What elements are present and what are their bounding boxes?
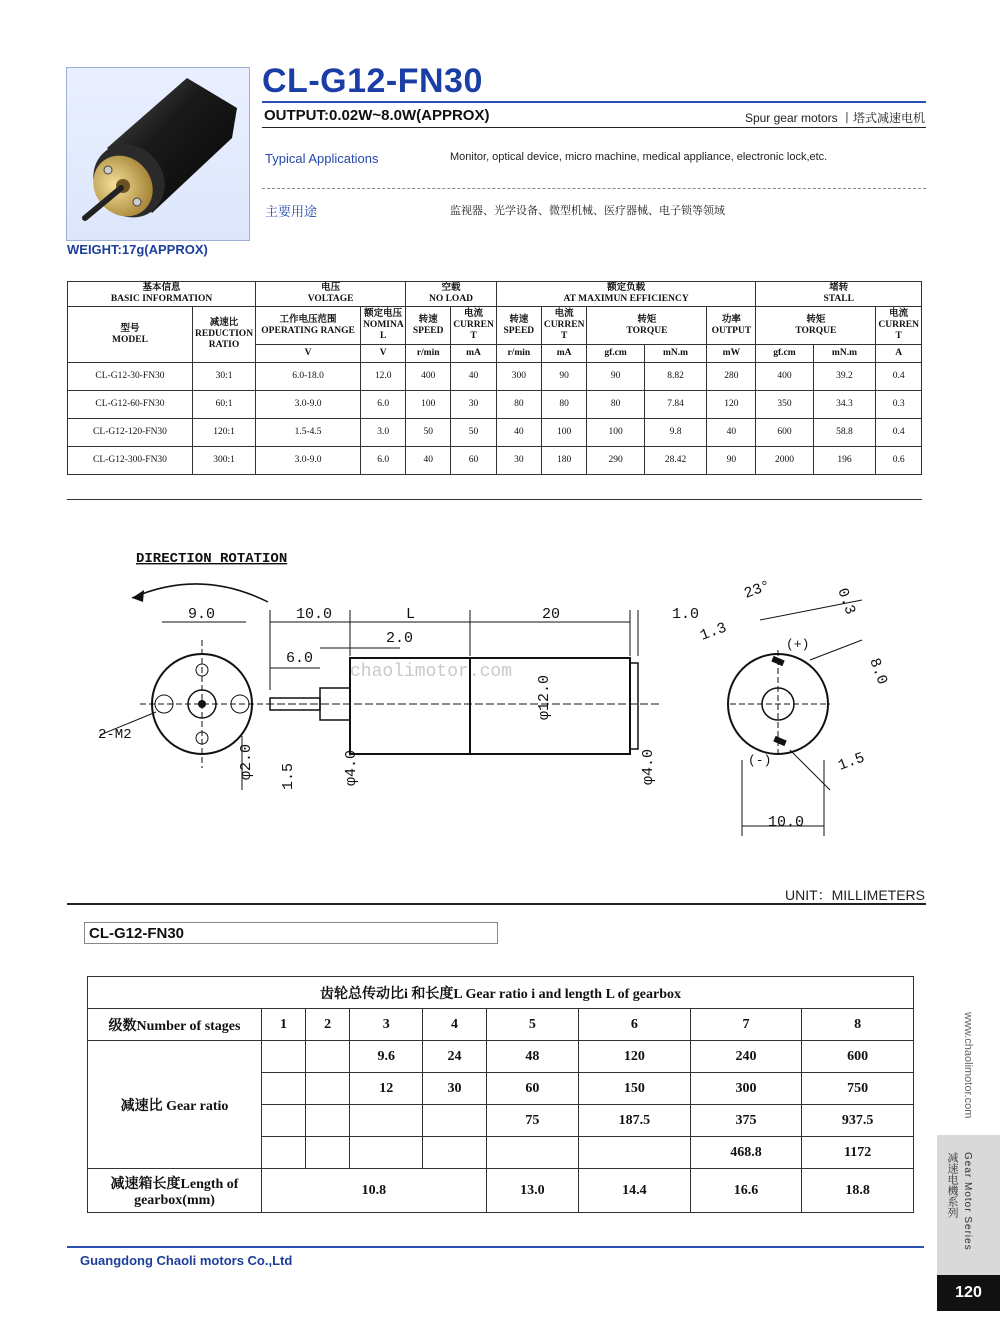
ratio-cell: 150 bbox=[579, 1073, 691, 1105]
unit-rule bbox=[67, 903, 926, 905]
svg-text:1.5: 1.5 bbox=[280, 762, 297, 790]
title-rule bbox=[262, 101, 926, 103]
table-cell: 3.0 bbox=[361, 419, 406, 447]
ratio-cell bbox=[306, 1105, 350, 1137]
table-cell: 30 bbox=[451, 391, 497, 419]
unit-cell: mW bbox=[707, 345, 756, 363]
svg-text:φ12.0: φ12.0 bbox=[536, 674, 553, 720]
svg-text:23°: 23° bbox=[741, 577, 774, 603]
series-label: Spur gear motors 丨塔式减速电机 bbox=[744, 111, 925, 125]
table-cell: 6.0 bbox=[361, 447, 406, 475]
table-row bbox=[68, 391, 922, 419]
unit-cell: A bbox=[876, 345, 922, 363]
stall-current-header: 电流 CURREN T bbox=[876, 307, 922, 345]
table-cell: 120:1 bbox=[193, 419, 256, 447]
table-cell: 6.0 bbox=[361, 391, 406, 419]
ratio-cell: 600 bbox=[802, 1041, 914, 1073]
page-title: CL-G12-FN30 bbox=[262, 62, 483, 100]
company-name: Guangdong Chaoli motors Co.,Ltd bbox=[80, 1253, 293, 1268]
table-cell: 12.0 bbox=[361, 363, 406, 391]
svg-text:1.3: 1.3 bbox=[697, 619, 730, 645]
ratio-cell: 300 bbox=[690, 1073, 802, 1105]
dimension-drawing bbox=[70, 540, 950, 870]
noload-current-header: 电流 CURREN T bbox=[451, 307, 497, 345]
svg-text:6.0: 6.0 bbox=[286, 650, 314, 667]
table-cell: 58.8 bbox=[813, 419, 876, 447]
table-cell: 40 bbox=[707, 419, 756, 447]
ratio-cell: 60 bbox=[486, 1073, 578, 1105]
table-cell: 2000 bbox=[756, 447, 813, 475]
table-cell: 0.4 bbox=[876, 363, 922, 391]
table-cell: 8.82 bbox=[644, 363, 707, 391]
table-cell: 600 bbox=[756, 419, 813, 447]
table-cell: 100 bbox=[587, 419, 644, 447]
svg-text:10.0: 10.0 bbox=[296, 606, 333, 623]
table-cell: 30 bbox=[496, 447, 541, 475]
ratio-cell: 187.5 bbox=[579, 1105, 691, 1137]
eff-power-header: 功率 OUTPUT bbox=[707, 307, 756, 345]
table-cell: 400 bbox=[756, 363, 813, 391]
table-row bbox=[68, 419, 922, 447]
table-cell: 90 bbox=[707, 447, 756, 475]
ratio-header: 减速比 REDUCTION RATIO bbox=[193, 307, 256, 363]
unit-cell: V bbox=[256, 345, 361, 363]
ratio-cell bbox=[350, 1105, 423, 1137]
table-cell: 280 bbox=[707, 363, 756, 391]
ratio-cell: 12 bbox=[350, 1073, 423, 1105]
table-cell: CL-G12-120-FN30 bbox=[68, 419, 193, 447]
ratio-cell: 24 bbox=[423, 1041, 486, 1073]
table-cell: 40 bbox=[406, 447, 451, 475]
ratio-cell bbox=[423, 1105, 486, 1137]
ratio-cell: 240 bbox=[690, 1041, 802, 1073]
table-cell: 40 bbox=[496, 419, 541, 447]
ratio-cell bbox=[306, 1137, 350, 1169]
table-cell: 100 bbox=[406, 391, 451, 419]
unit-cell: gf.cm bbox=[587, 345, 644, 363]
ratio-cell bbox=[423, 1137, 486, 1169]
basic-info-header: 基本信息 BASIC INFORMATION bbox=[68, 282, 256, 307]
table-row bbox=[88, 1041, 914, 1073]
length-label: 减速箱长度Length of gearbox(mm) bbox=[88, 1169, 262, 1213]
table-cell: 1.5-4.5 bbox=[256, 419, 361, 447]
gearbox-model-label: CL-G12-FN30 bbox=[84, 922, 498, 944]
table-cell: 40 bbox=[451, 363, 497, 391]
table-cell: 180 bbox=[541, 447, 587, 475]
length-cell: 18.8 bbox=[802, 1169, 914, 1213]
eff-speed-header: 转速 SPEED bbox=[496, 307, 541, 345]
efficiency-header: 额定负载 AT MAXIMUN EFFICIENCY bbox=[496, 282, 756, 307]
table-cell: 9.8 bbox=[644, 419, 707, 447]
svg-text:0.3: 0.3 bbox=[833, 585, 859, 618]
table-row bbox=[68, 363, 922, 391]
typical-applications-cn-label: 主要用途 bbox=[265, 204, 318, 219]
table-cell: CL-G12-300-FN30 bbox=[68, 447, 193, 475]
unit-cell: mN.m bbox=[813, 345, 876, 363]
gear-ratio-table bbox=[87, 976, 914, 1213]
svg-text:9.0: 9.0 bbox=[188, 606, 216, 623]
svg-text:8.0: 8.0 bbox=[865, 655, 891, 688]
table-cell: 3.0-9.0 bbox=[256, 391, 361, 419]
ratio-cell bbox=[306, 1041, 350, 1073]
eff-torque-header: 转矩 TORQUE bbox=[587, 307, 707, 345]
stage-cell: 1 bbox=[262, 1009, 306, 1041]
stage-cell: 4 bbox=[423, 1009, 486, 1041]
product-photo bbox=[66, 67, 250, 241]
stage-cell: 6 bbox=[579, 1009, 691, 1041]
ratio-cell: 120 bbox=[579, 1041, 691, 1073]
unit-cell: r/min bbox=[406, 345, 451, 363]
svg-text:(+): (+) bbox=[786, 637, 810, 652]
length-cell: 13.0 bbox=[486, 1169, 578, 1213]
weight-label: WEIGHT:17g(APPROX) bbox=[67, 242, 208, 257]
stall-header: 堵转 STALL bbox=[756, 282, 922, 307]
page-number: 120 bbox=[937, 1275, 1000, 1311]
typical-applications-text: Monitor, optical device, micro machine, medical appliance, electronic lock,etc. bbox=[450, 151, 828, 163]
length-shared-cell: 10.8 bbox=[262, 1169, 487, 1213]
stall-torque-header: 转矩 TORQUE bbox=[756, 307, 876, 345]
ratio-cell bbox=[350, 1137, 423, 1169]
table-cell: 60 bbox=[451, 447, 497, 475]
unit-cell: gf.cm bbox=[756, 345, 813, 363]
unit-cell: mA bbox=[541, 345, 587, 363]
table-cell: CL-G12-60-FN30 bbox=[68, 391, 193, 419]
unit-label: UNIT：MILLIMETERS bbox=[784, 887, 925, 903]
table-cell: CL-G12-30-FN30 bbox=[68, 363, 193, 391]
gear-table-title: 齿轮总传动比i 和长度L Gear ratio i and length L of gearbox bbox=[88, 977, 914, 1009]
table-cell: 90 bbox=[587, 363, 644, 391]
table-cell: 50 bbox=[406, 419, 451, 447]
ratio-cell: 1172 bbox=[802, 1137, 914, 1169]
ratio-cell bbox=[486, 1137, 578, 1169]
gear-ratio-label: 减速比 Gear ratio bbox=[88, 1041, 262, 1169]
table-row bbox=[68, 447, 922, 475]
ratio-cell bbox=[262, 1105, 306, 1137]
watermark: chaolimotor.com bbox=[350, 662, 513, 682]
table-cell: 80 bbox=[587, 391, 644, 419]
table-cell: 300 bbox=[496, 363, 541, 391]
website-text: www.chaolimotor.com bbox=[962, 1012, 974, 1119]
ratio-cell: 48 bbox=[486, 1041, 578, 1073]
table-cell: 290 bbox=[587, 447, 644, 475]
ratio-cell: 468.8 bbox=[690, 1137, 802, 1169]
section-divider bbox=[67, 499, 922, 500]
stage-cell: 8 bbox=[802, 1009, 914, 1041]
ratio-cell: 750 bbox=[802, 1073, 914, 1105]
table-cell: 28.42 bbox=[644, 447, 707, 475]
stage-cell: 2 bbox=[306, 1009, 350, 1041]
model-header: 型号 MODEL bbox=[68, 307, 193, 363]
typical-applications-label: Typical Applications bbox=[265, 151, 379, 166]
table-cell: 7.84 bbox=[644, 391, 707, 419]
nominal-header: 额定电压 NOMINA L bbox=[361, 307, 406, 345]
ratio-cell bbox=[262, 1073, 306, 1105]
eff-current-header: 电流 CURREN T bbox=[541, 307, 587, 345]
series-en-text: Gear Motor Series bbox=[962, 1152, 973, 1251]
table-cell: 120 bbox=[707, 391, 756, 419]
stage-cell: 3 bbox=[350, 1009, 423, 1041]
table-cell: 196 bbox=[813, 447, 876, 475]
table-cell: 3.0-9.0 bbox=[256, 447, 361, 475]
noload-header: 空载 NO LOAD bbox=[406, 282, 497, 307]
ratio-cell bbox=[262, 1041, 306, 1073]
typical-applications-cn-text: 监视器、光学设备、微型机械、医疗器械、电子锁等领域 bbox=[450, 205, 725, 217]
svg-text:(-): (-) bbox=[748, 753, 772, 768]
table-cell: 39.2 bbox=[813, 363, 876, 391]
table-cell: 100 bbox=[541, 419, 587, 447]
footer-rule bbox=[67, 1246, 924, 1248]
table-cell: 0.3 bbox=[876, 391, 922, 419]
table-cell: 300:1 bbox=[193, 447, 256, 475]
svg-text:1.5: 1.5 bbox=[835, 749, 868, 775]
table-cell: 0.4 bbox=[876, 419, 922, 447]
table-cell: 400 bbox=[406, 363, 451, 391]
unit-cell: mA bbox=[451, 345, 497, 363]
stage-cell: 5 bbox=[486, 1009, 578, 1041]
length-cell: 16.6 bbox=[690, 1169, 802, 1213]
table-cell: 0.6 bbox=[876, 447, 922, 475]
svg-text:10.0: 10.0 bbox=[768, 814, 805, 831]
table-cell: 34.3 bbox=[813, 391, 876, 419]
ratio-cell bbox=[262, 1137, 306, 1169]
table-cell: 80 bbox=[541, 391, 587, 419]
svg-text:20: 20 bbox=[542, 606, 561, 623]
table-cell: 60:1 bbox=[193, 391, 256, 419]
dotted-divider bbox=[262, 188, 926, 189]
stage-cell: 7 bbox=[690, 1009, 802, 1041]
table-cell: 30:1 bbox=[193, 363, 256, 391]
svg-text:φ4.0: φ4.0 bbox=[343, 749, 360, 786]
table-cell: 90 bbox=[541, 363, 587, 391]
ratio-cell: 9.6 bbox=[350, 1041, 423, 1073]
ratio-cell: 30 bbox=[423, 1073, 486, 1105]
table-cell: 6.0-18.0 bbox=[256, 363, 361, 391]
table-cell: 50 bbox=[451, 419, 497, 447]
output-rule bbox=[262, 127, 926, 128]
direction-rotation-label: DIRECTION ROTATION bbox=[136, 551, 288, 567]
ratio-cell bbox=[579, 1137, 691, 1169]
svg-text:1.0: 1.0 bbox=[672, 606, 700, 623]
ratio-cell bbox=[306, 1073, 350, 1105]
unit-cell: V bbox=[361, 345, 406, 363]
ratio-cell: 937.5 bbox=[802, 1105, 914, 1137]
series-cn-text: 减速电機系列 bbox=[946, 1152, 958, 1218]
ratio-cell: 375 bbox=[690, 1105, 802, 1137]
svg-text:φ4.0: φ4.0 bbox=[640, 748, 657, 785]
svg-text:2-M2: 2-M2 bbox=[98, 727, 132, 743]
table-cell: 350 bbox=[756, 391, 813, 419]
table-cell: 80 bbox=[496, 391, 541, 419]
unit-cell: r/min bbox=[496, 345, 541, 363]
spec-table bbox=[67, 281, 922, 475]
unit-cell: mN.m bbox=[644, 345, 707, 363]
ratio-cell: 75 bbox=[486, 1105, 578, 1137]
voltage-header: 电压 VOLTAGE bbox=[256, 282, 406, 307]
length-cell: 14.4 bbox=[579, 1169, 691, 1213]
noload-speed-header: 转速 SPEED bbox=[406, 307, 451, 345]
svg-text:L: L bbox=[406, 606, 416, 623]
oprange-header: 工作电压范围 OPERATING RANGE bbox=[256, 307, 361, 345]
output-range: OUTPUT:0.02W~8.0W(APPROX) bbox=[264, 107, 490, 124]
svg-text:φ2.0: φ2.0 bbox=[238, 743, 255, 780]
stages-label: 级数Number of stages bbox=[88, 1009, 262, 1041]
svg-text:2.0: 2.0 bbox=[386, 630, 414, 647]
